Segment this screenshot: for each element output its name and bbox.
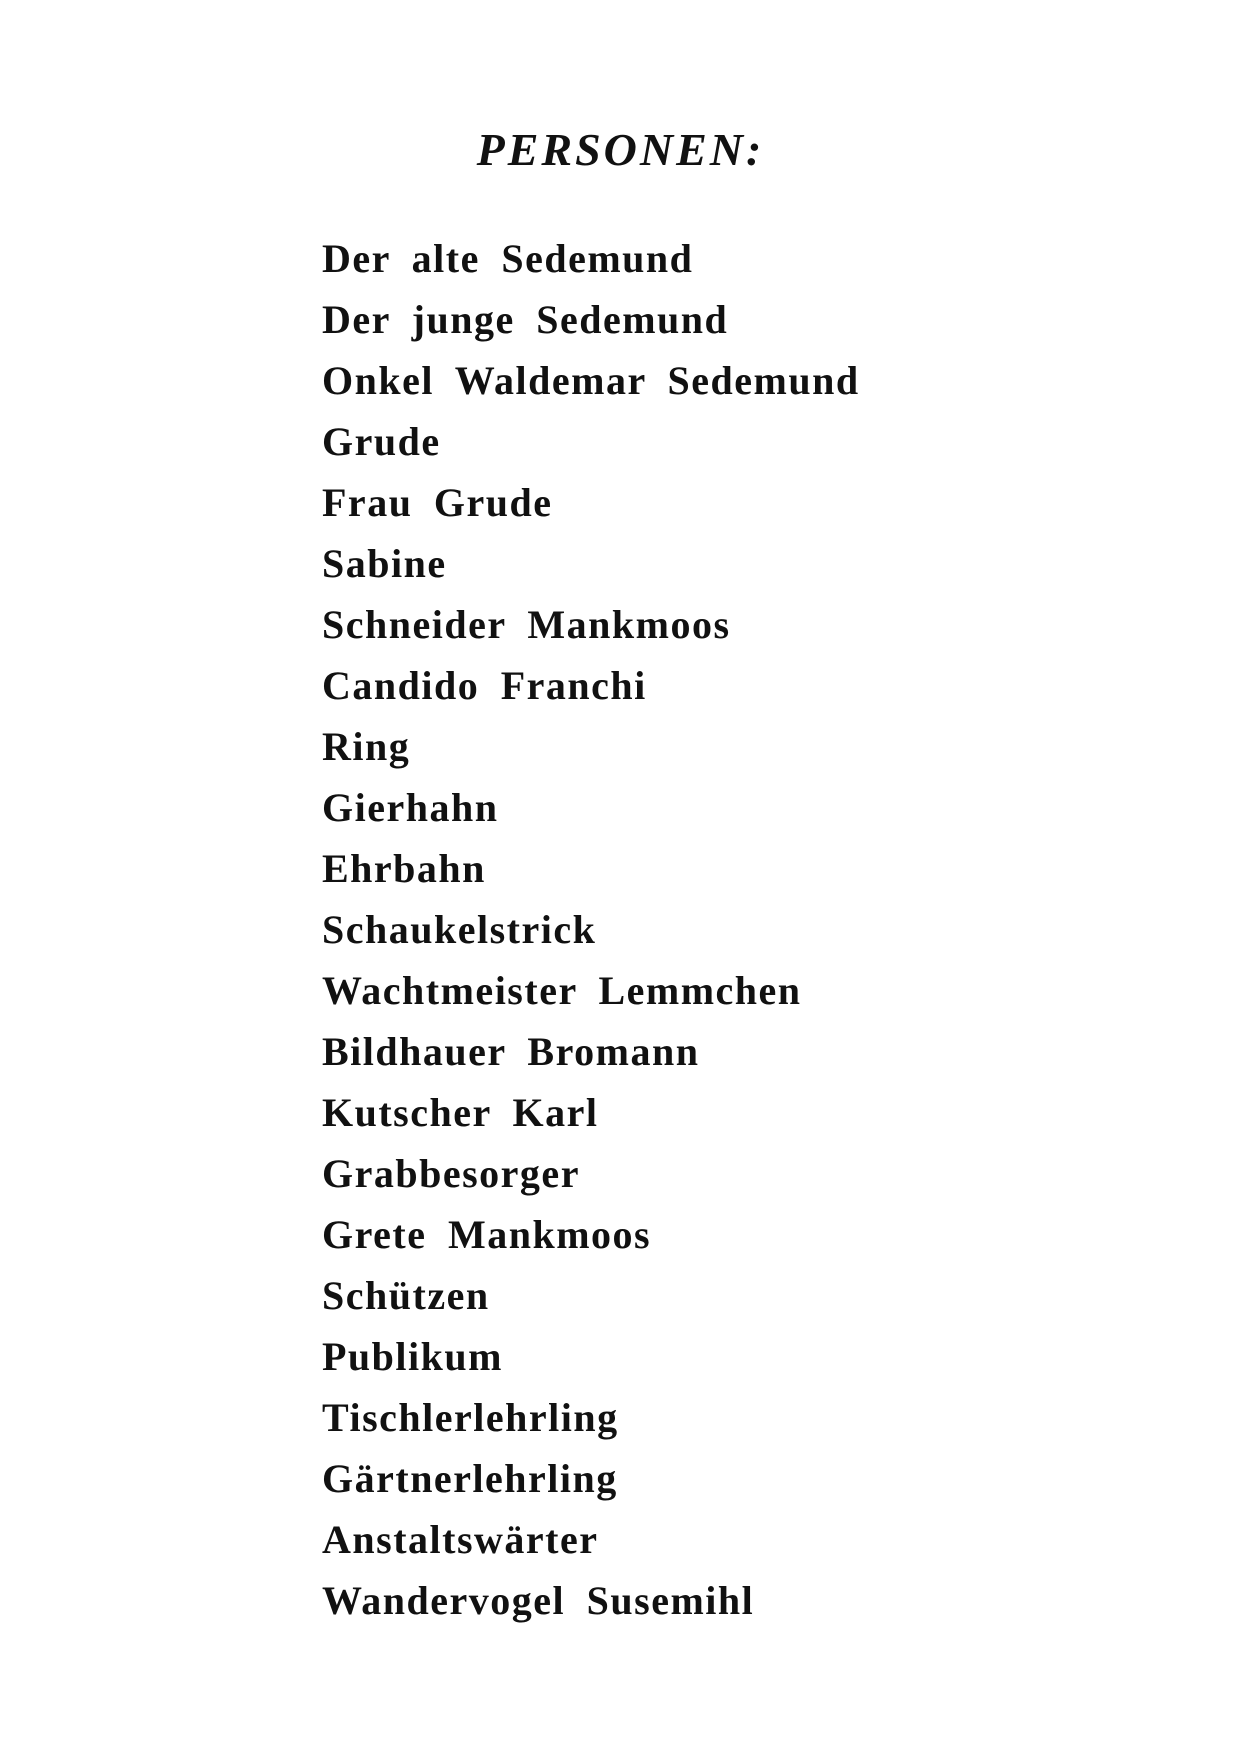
cast-item: Schneider Mankmoos xyxy=(322,602,731,647)
cast-item: Bildhauer Bromann xyxy=(322,1029,700,1074)
cast-item: Grabbesorger xyxy=(322,1151,580,1196)
cast-item: Der alte Sedemund xyxy=(322,236,694,281)
page-title: PERSONEN: xyxy=(476,124,765,175)
cast-item: Anstaltswärter xyxy=(322,1517,599,1562)
cast-item: Publikum xyxy=(322,1334,503,1379)
cast-item: Wandervogel Susemihl xyxy=(322,1578,755,1623)
cast-item: Wachtmeister Lemmchen xyxy=(322,968,802,1013)
cast-item: Sabine xyxy=(322,541,447,586)
cast-item: Schaukelstrick xyxy=(322,907,597,952)
cast-item: Ehrbahn xyxy=(322,846,486,891)
cast-item: Kutscher Karl xyxy=(322,1090,599,1135)
cast-item: Grude xyxy=(322,419,441,464)
cast-item: Der junge Sedemund xyxy=(322,297,729,342)
cast-item: Gärtnerlehrling xyxy=(322,1456,618,1501)
cast-item: Onkel Waldemar Sedemund xyxy=(322,358,860,403)
cast-item: Frau Grude xyxy=(322,480,553,525)
cast-item: Gierhahn xyxy=(322,785,499,830)
cast-list xyxy=(322,228,860,1631)
cast-item: Schützen xyxy=(322,1273,490,1318)
cast-item: Ring xyxy=(322,724,411,769)
cast-item: Candido Franchi xyxy=(322,663,647,708)
cast-item: Grete Mankmoos xyxy=(322,1212,652,1257)
cast-item: Tischlerlehrling xyxy=(322,1395,619,1440)
